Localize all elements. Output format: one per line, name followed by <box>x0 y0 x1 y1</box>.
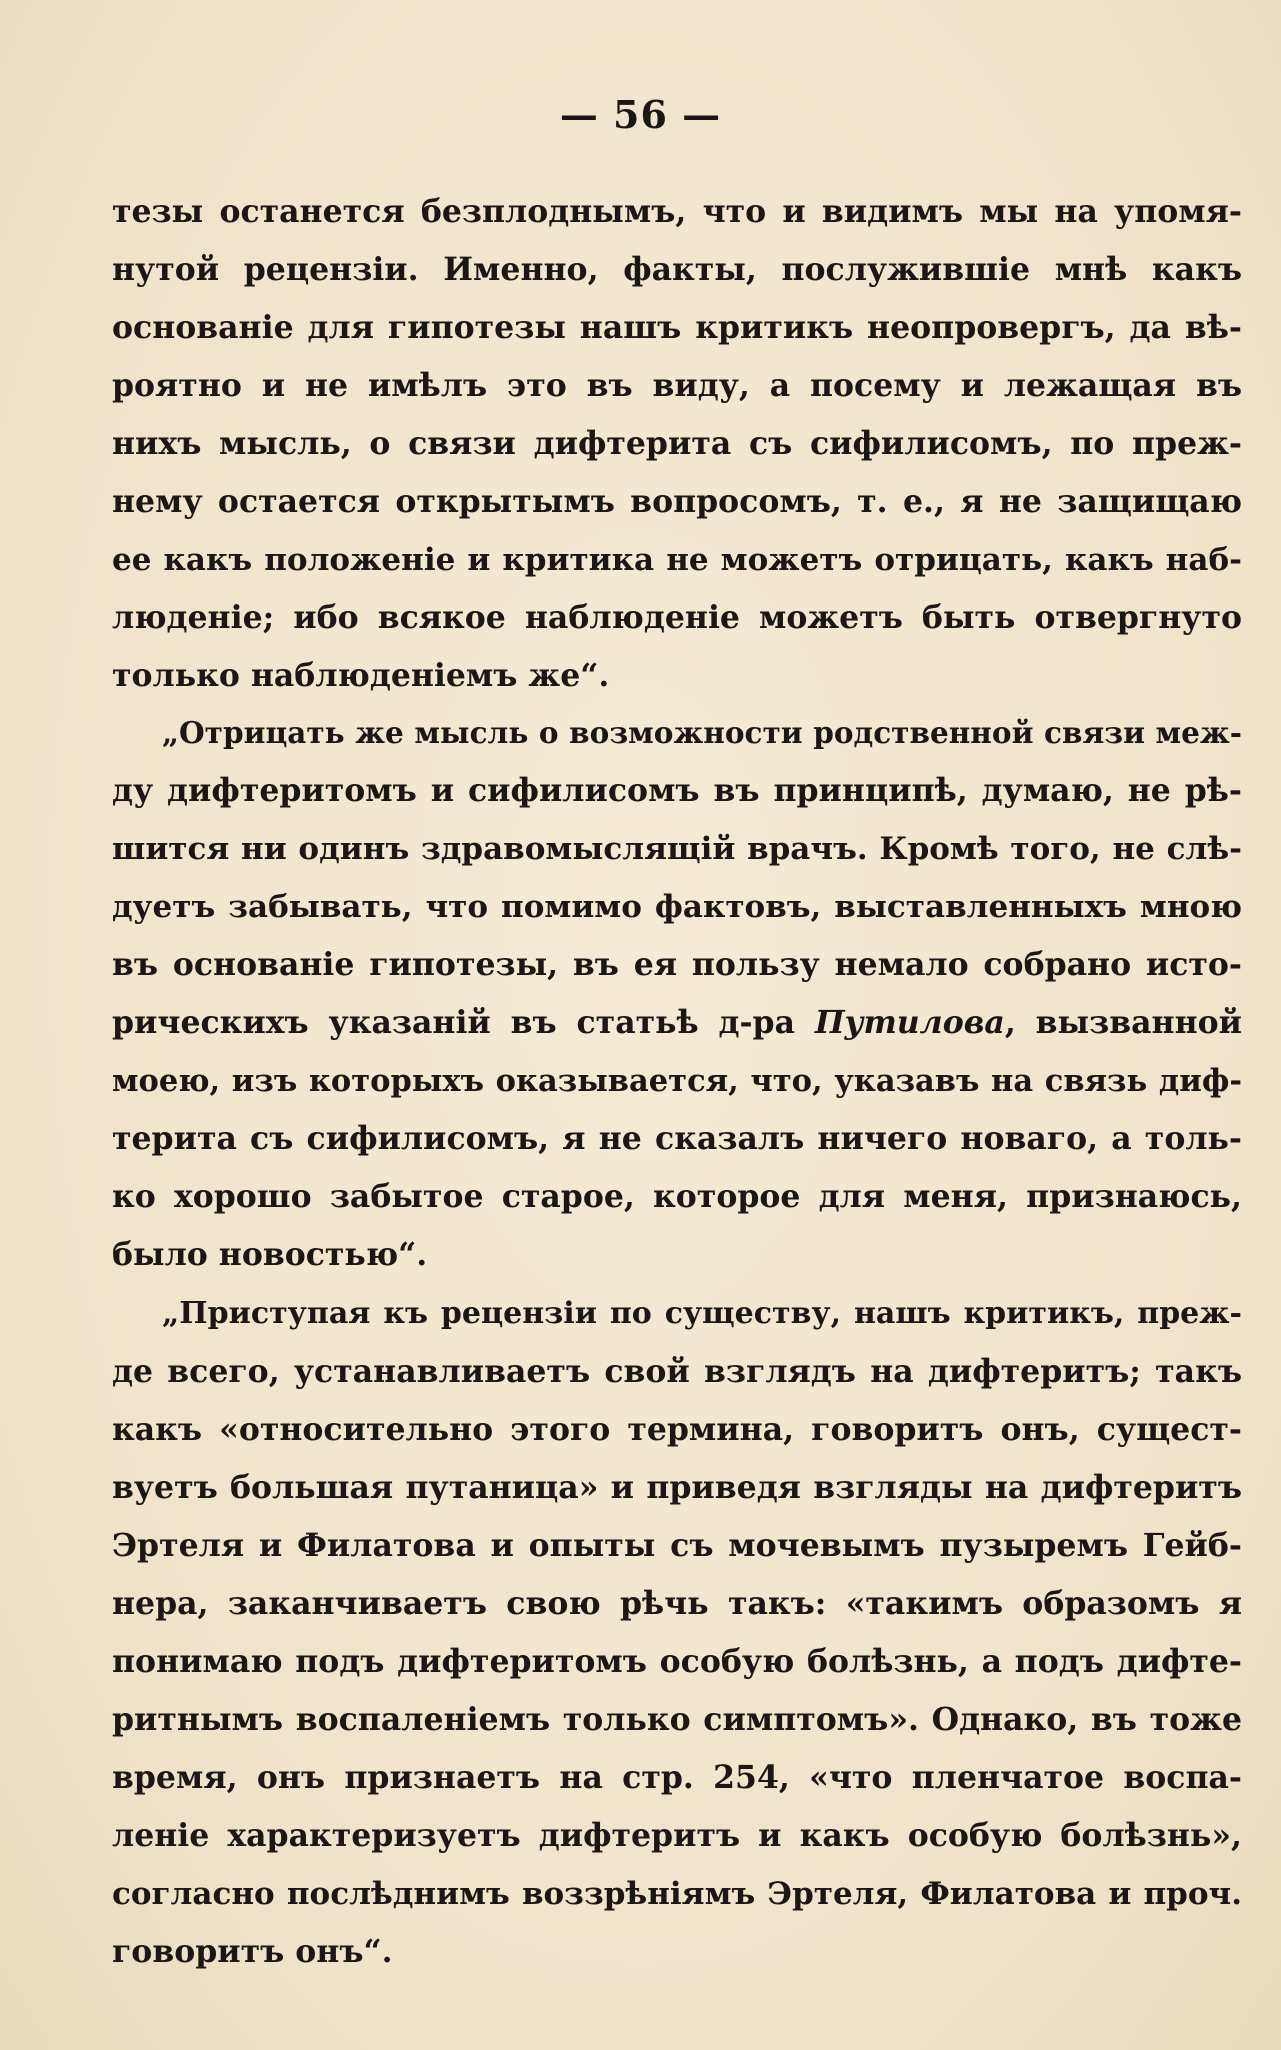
text-line: „Отрицать же мысль о возможности родственной связи меж- <box>162 715 1242 750</box>
text-line: согласно послѣднимъ воззрѣніямъ Эртеля, Филатова и проч. <box>112 1876 1242 1912</box>
text-line-with-name <box>112 994 1242 1052</box>
text-segment: рическихъ указаній въ статьѣ д-ра <box>112 1004 795 1041</box>
paragraph-1 <box>112 183 1242 705</box>
text-line: было новостью“. <box>112 1236 428 1273</box>
text-segment: , вызванной <box>1004 1004 1242 1041</box>
text-line: ко хорошо забытое старое, которое для меня, признаюсь, <box>112 1178 1242 1215</box>
text-line: говоритъ онъ“. <box>112 1933 393 1970</box>
text-line: въ основаніе гипотезы, въ ея пользу немало собрано исто- <box>112 946 1242 983</box>
page-number: — 56 — <box>559 92 722 137</box>
text-line: вуетъ большая путаница» и приведя взгляды на дифтеритъ <box>112 1469 1242 1506</box>
text-line: роятно и не имѣлъ это въ виду, а посему и лежащая въ <box>112 367 1242 404</box>
text-line: терита съ сифилисомъ, я не сказалъ ничего новаго, а толь- <box>112 1120 1242 1157</box>
text-line: ду дифтеритомъ и сифилисомъ въ принципѣ, думаю, не рѣ- <box>112 772 1242 809</box>
text-line: нутой рецензіи. Именно, факты, послужившіе мнѣ какъ <box>112 251 1242 288</box>
text-line: какъ «относительно этого термина, говоритъ онъ, сущест- <box>112 1411 1242 1448</box>
text-line: нера, заканчиваетъ свою рѣчь такъ: «такимъ образомъ я <box>112 1585 1242 1622</box>
text-line: основаніе для гипотезы нашъ критикъ неопровергъ, да вѣ- <box>112 309 1242 346</box>
text-line: Эртеля и Филатова и опыты съ мочевымъ пузыремъ Гейб- <box>112 1527 1242 1564</box>
text-line: „Приступая къ рецензіи по существу, нашъ критикъ, преж- <box>162 1296 1242 1331</box>
text-line: нему остается открытымъ вопросомъ, т. е., я не защищаю <box>112 483 1242 520</box>
author-name: Путилова <box>814 1004 1005 1041</box>
text-line: шится ни одинъ здравомыслящій врачъ. Кромѣ того, не слѣ- <box>112 831 1242 867</box>
paragraph-3 <box>112 1285 1242 1981</box>
text-line: люденіе; ибо всякое наблюденіе можетъ быть отвергнуто <box>112 599 1242 636</box>
text-line: ее какъ положеніе и критика не можетъ отрицать, какъ наб- <box>112 542 1242 578</box>
text-line: моею, изъ которыхъ оказывается, что, указавъ на связь диф- <box>112 1063 1242 1099</box>
text-line: время, онъ признаетъ на стр. 254, «что пленчатое воспа- <box>112 1759 1242 1796</box>
text-line: ритнымъ воспаленіемъ только симптомъ». Однако, въ тоже <box>112 1701 1242 1738</box>
text-line: леніе характеризуетъ дифтеритъ и какъ особую болѣзнь», <box>112 1817 1242 1854</box>
text-line: только наблюденіемъ же“. <box>112 657 610 694</box>
text-line: понимаю подъ дифтеритомъ особую болѣзнь, а подъ дифте- <box>112 1643 1242 1680</box>
text-line: дуетъ забывать, что помимо фактовъ, выставленныхъ мною <box>112 889 1242 925</box>
text-line: тезы останется безплоднымъ, что и видимъ мы на упомя- <box>112 193 1242 230</box>
text-line: де всего, устанавливаетъ свой взглядъ на дифтеритъ; такъ <box>112 1353 1242 1390</box>
text-line: нихъ мысль, о связи дифтерита съ сифилисомъ, по преж- <box>112 425 1242 462</box>
paragraph-2 <box>112 704 1242 1284</box>
